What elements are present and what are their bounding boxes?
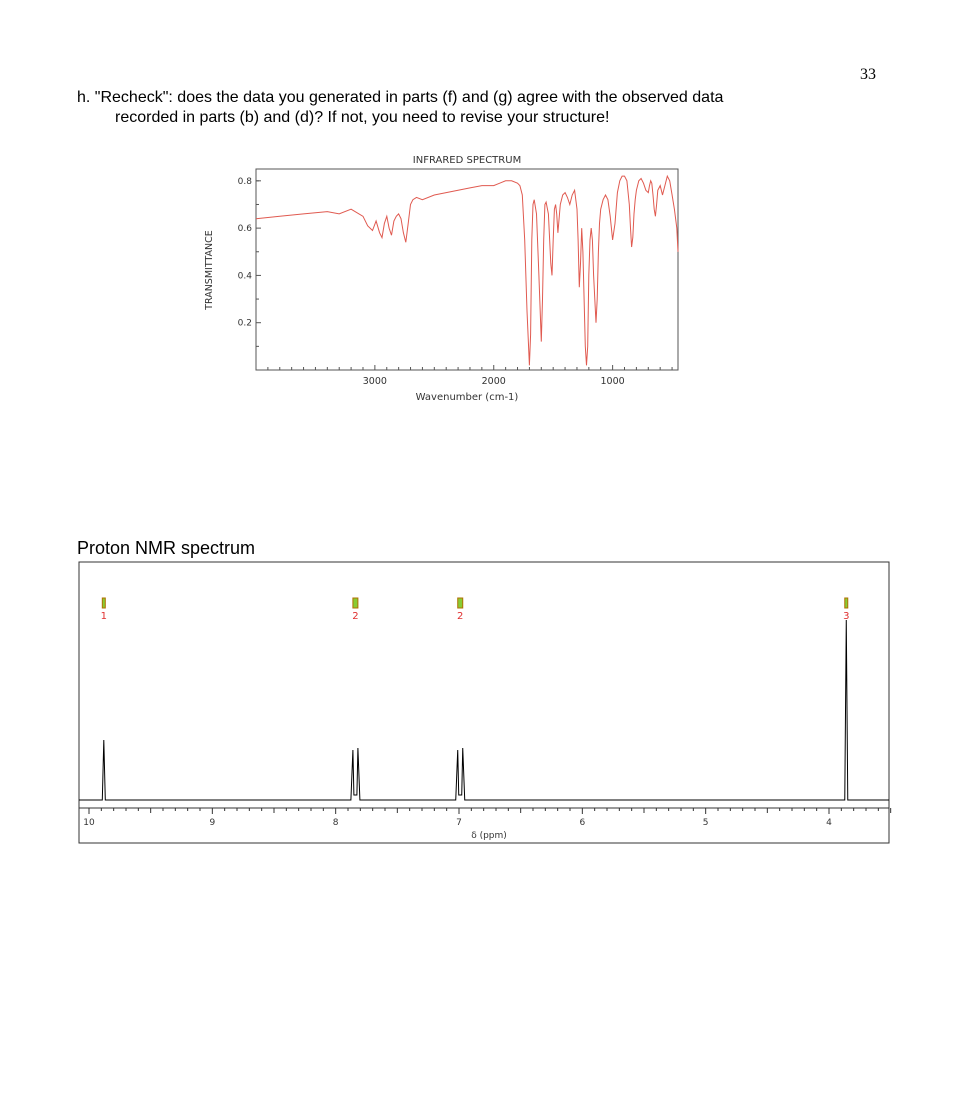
ir-y-tick-label: 0.8 — [237, 176, 252, 187]
nmr-x-tick-label: 4 — [826, 818, 832, 828]
nmr-integral-box — [102, 598, 105, 608]
nmr-x-tick-label: 6 — [579, 818, 586, 828]
nmr-integral-label: 3 — [843, 611, 850, 622]
ir-y-tick-label: 0.2 — [237, 318, 252, 329]
nmr-x-tick-label: 5 — [702, 818, 709, 828]
nmr-x-axis — [83, 808, 890, 828]
nmr-x-tick-label: 10 — [83, 818, 95, 828]
ir-y-tick-label: 0.6 — [237, 224, 252, 235]
ir-x-axis-label: Wavenumber (cm-1) — [415, 392, 519, 403]
nmr-integral-markers — [101, 598, 850, 622]
page-number: 33 — [860, 66, 876, 83]
nmr-integral-label: 1 — [100, 611, 107, 622]
ir-x-tick-label: 3000 — [362, 376, 387, 387]
ir-x-tick-label: 1000 — [600, 376, 625, 387]
nmr-x-tick-label: 9 — [209, 818, 216, 828]
question-line-1: h. "Recheck": does the data you generated in parts (f) and (g) agree with the observed data — [77, 89, 724, 106]
nmr-x-tick-label: 7 — [456, 818, 462, 828]
nmr-integral-label: 2 — [352, 611, 359, 622]
question-line-2: recorded in parts (b) and (d)? If not, you need to revise your structure! — [115, 109, 610, 126]
ir-chart-title: INFRARED SPECTRUM — [412, 155, 522, 166]
nmr-x-tick-label: 8 — [332, 818, 339, 828]
nmr-integral-label: 2 — [457, 611, 464, 622]
nmr-integral-box — [458, 598, 463, 608]
nmr-integral-box — [845, 598, 848, 608]
ir-y-axis-label: TRANSMITTANCE — [204, 230, 215, 310]
nmr-integral-box — [353, 598, 358, 608]
nmr-spectrum-line — [79, 620, 889, 800]
ir-x-tick-label: 2000 — [481, 376, 506, 387]
nmr-plot-frame — [79, 562, 889, 843]
ir-y-tick-label: 0.4 — [237, 271, 252, 282]
nmr-heading: Proton NMR spectrum — [77, 538, 256, 558]
nmr-x-axis-label: δ (ppm) — [471, 831, 507, 841]
